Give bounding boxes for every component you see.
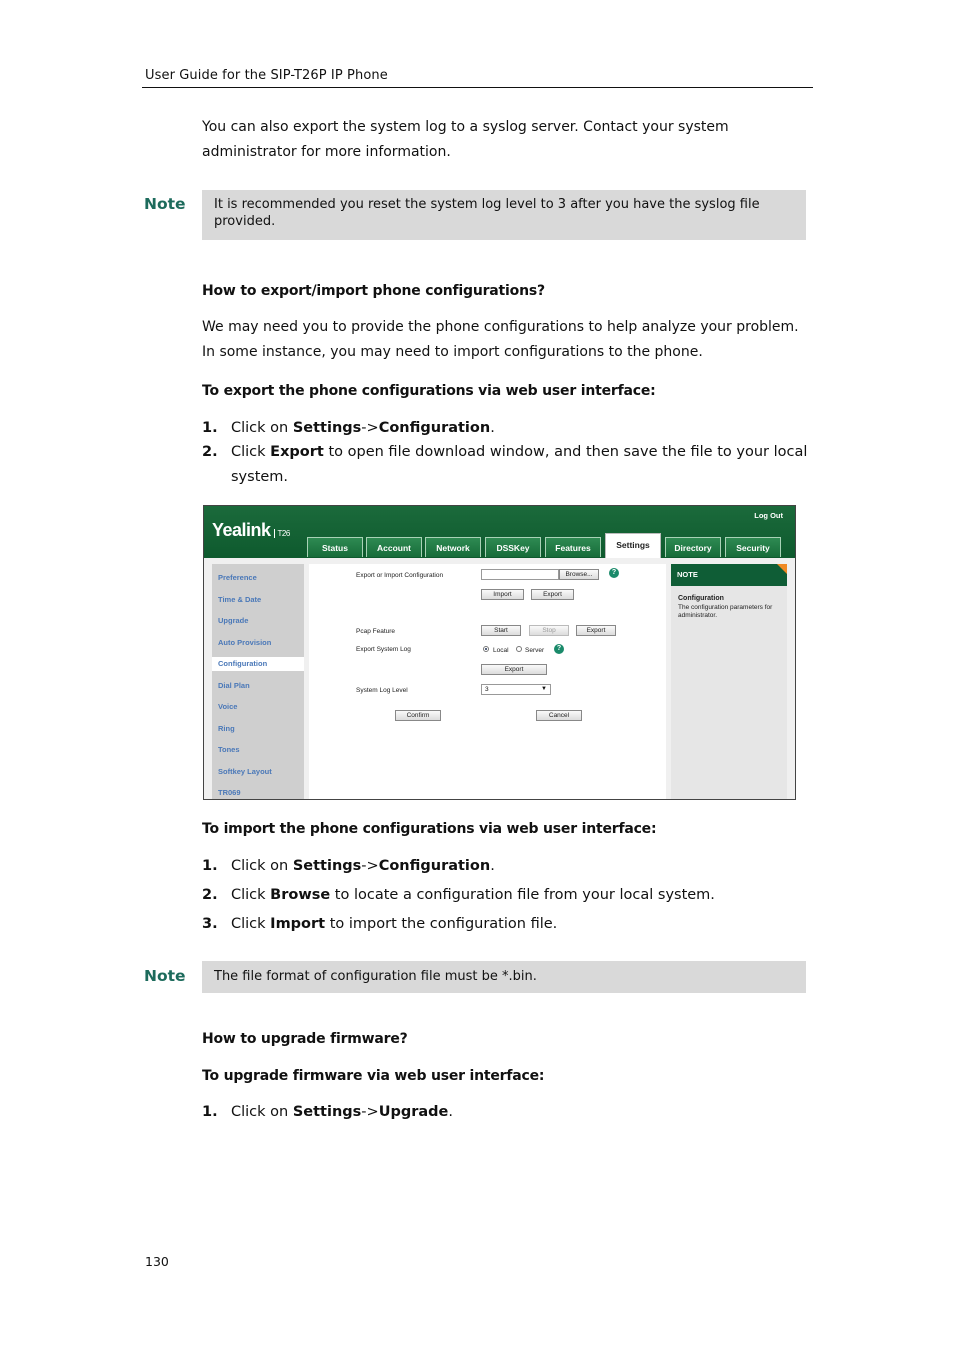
menu-path-settings: Settings: [292, 420, 362, 436]
sidebar-item-time-date[interactable]: Time & Date: [218, 595, 262, 604]
import-step-1: [202, 854, 814, 879]
step-text: Click: [231, 444, 271, 460]
yealink-logo: [212, 520, 290, 541]
export-step-1: [202, 416, 814, 441]
step-text: .: [448, 1104, 453, 1120]
settings-panel: [204, 558, 795, 799]
tab-dsskey[interactable]: DSSKey: [485, 537, 541, 557]
import-button[interactable]: Import: [481, 589, 524, 600]
radio-local[interactable]: [483, 646, 489, 652]
note-panel-body: The configuration parameters for administrator.: [678, 604, 773, 619]
note-label-2: Note: [144, 967, 186, 985]
button-name-export: Export: [270, 444, 324, 460]
note-label-1: Note: [144, 195, 186, 213]
step-text: Click on: [231, 858, 293, 874]
export-log-label: Export System Log: [356, 646, 411, 653]
sidebar-item-ring[interactable]: Ring: [218, 724, 235, 733]
import-step-2: [202, 883, 814, 908]
web-ui-screenshot: [203, 505, 796, 800]
sidebar-item-dial-plan[interactable]: Dial Plan: [218, 681, 250, 690]
step-text: Click on: [231, 420, 293, 436]
step-text: .: [490, 858, 495, 874]
step-number: 2.: [202, 887, 218, 903]
menu-path-configuration: Configuration: [378, 420, 491, 436]
step-text: Click on: [231, 1104, 293, 1120]
tab-settings[interactable]: Settings: [605, 533, 661, 558]
upgrade-step-1: [202, 1100, 814, 1125]
sidebar-item-configuration[interactable]: Configuration: [212, 657, 304, 671]
menu-path-configuration: Configuration: [378, 858, 491, 874]
menu-path-arrow: ->: [361, 858, 379, 874]
tab-network[interactable]: Network: [425, 537, 481, 557]
log-level-select[interactable]: [481, 684, 551, 695]
step-number: 3.: [202, 916, 218, 932]
log-level-label: System Log Level: [356, 687, 408, 694]
step-number: 1.: [202, 420, 218, 436]
help-icon[interactable]: ?: [554, 644, 564, 654]
radio-server[interactable]: [516, 646, 522, 652]
step-text: to open file download window, and then save the file to your local system.: [231, 444, 808, 485]
header-rule: [142, 87, 813, 88]
upgrade-procedure-heading: To upgrade firmware via web user interface:: [202, 1068, 545, 1084]
browse-button[interactable]: Browse...: [559, 569, 599, 580]
step-text: Click: [231, 916, 271, 932]
logout-link[interactable]: Log Out: [754, 511, 783, 520]
step-text: to locate a configuration file from your local system.: [330, 887, 715, 903]
intro-paragraph: You can also export the system log to a syslog server. Contact your system administrator for more information.: [202, 119, 729, 160]
menu-path-arrow: ->: [361, 1104, 379, 1120]
config-file-input[interactable]: [481, 569, 559, 580]
radio-local-label: Local: [493, 647, 509, 654]
sidebar-item-voice[interactable]: Voice: [218, 702, 238, 711]
sidebar-item-tr069[interactable]: TR069: [218, 788, 241, 797]
sidebar-item-upgrade[interactable]: Upgrade: [218, 616, 249, 625]
sidebar-item-preference[interactable]: Preference: [218, 573, 257, 582]
tab-status[interactable]: Status: [307, 537, 363, 557]
pcap-start-button[interactable]: Start: [481, 625, 521, 636]
export-config-button[interactable]: Export: [531, 589, 574, 600]
sidebar-item-auto-provision[interactable]: Auto Provision: [218, 638, 272, 647]
top-bar: [204, 506, 795, 558]
note-corner-icon: [777, 564, 787, 574]
menu-path-settings: Settings: [292, 858, 362, 874]
note-box-1: It is recommended you reset the system log level to 3 after you have the syslog file provided.: [202, 190, 806, 240]
step-text: Click: [231, 887, 271, 903]
section-paragraph-export-import: We may need you to provide the phone configurations to help analyze your problem. In some instance, you may need to import configurations to the phone.: [202, 319, 799, 360]
button-name-import: Import: [270, 916, 326, 932]
logo-model: T26: [274, 529, 290, 538]
logo-text: Yealink: [212, 520, 271, 540]
import-procedure-heading: To import the phone configurations via web user interface:: [202, 821, 657, 837]
button-name-browse: Browse: [270, 887, 331, 903]
note-box-2: The file format of configuration file must be *.bin.: [202, 961, 806, 993]
step-number: 1.: [202, 858, 218, 874]
pcap-export-button[interactable]: Export: [576, 625, 616, 636]
running-header: User Guide for the SIP-T26P IP Phone: [145, 68, 388, 83]
pcap-label: Pcap Feature: [356, 628, 396, 635]
tab-features[interactable]: Features: [545, 537, 601, 557]
export-procedure-heading: To export the phone configurations via web user interface:: [202, 383, 656, 399]
radio-server-label: Server: [525, 647, 545, 654]
step-text: to import the configuration file.: [325, 916, 558, 932]
menu-path-arrow: ->: [361, 420, 379, 436]
step-number: 2.: [202, 444, 218, 460]
note-panel-heading: Configuration: [678, 595, 724, 602]
section-heading-upgrade: How to upgrade firmware?: [202, 1031, 408, 1047]
note-panel-title: NOTE: [671, 564, 787, 586]
cancel-button[interactable]: Cancel: [536, 710, 582, 721]
import-step-3: [202, 912, 814, 937]
confirm-button[interactable]: Confirm: [395, 710, 441, 721]
help-icon[interactable]: ?: [609, 568, 619, 578]
menu-path-settings: Settings: [292, 1104, 362, 1120]
export-step-2: [202, 440, 814, 490]
page-number: 130: [145, 1254, 169, 1269]
chevron-down-icon: ▼: [541, 686, 547, 692]
export-import-label: Export or Import Configuration: [356, 572, 444, 579]
tab-account[interactable]: Account: [366, 537, 422, 557]
sidebar-item-tones[interactable]: Tones: [218, 745, 240, 754]
section-heading-export-import: How to export/import phone configurations?: [202, 283, 545, 299]
tab-security[interactable]: Security: [725, 537, 781, 557]
note-panel: [671, 564, 787, 800]
step-number: 1.: [202, 1104, 218, 1120]
pcap-stop-button[interactable]: Stop: [529, 625, 569, 636]
sidebar-item-softkey-layout[interactable]: Softkey Layout: [218, 767, 272, 776]
log-level-value: 3: [485, 686, 489, 693]
export-log-button[interactable]: Export: [481, 664, 547, 675]
step-text: .: [490, 420, 495, 436]
menu-path-upgrade: Upgrade: [378, 1104, 449, 1120]
tab-directory[interactable]: Directory: [665, 537, 721, 557]
